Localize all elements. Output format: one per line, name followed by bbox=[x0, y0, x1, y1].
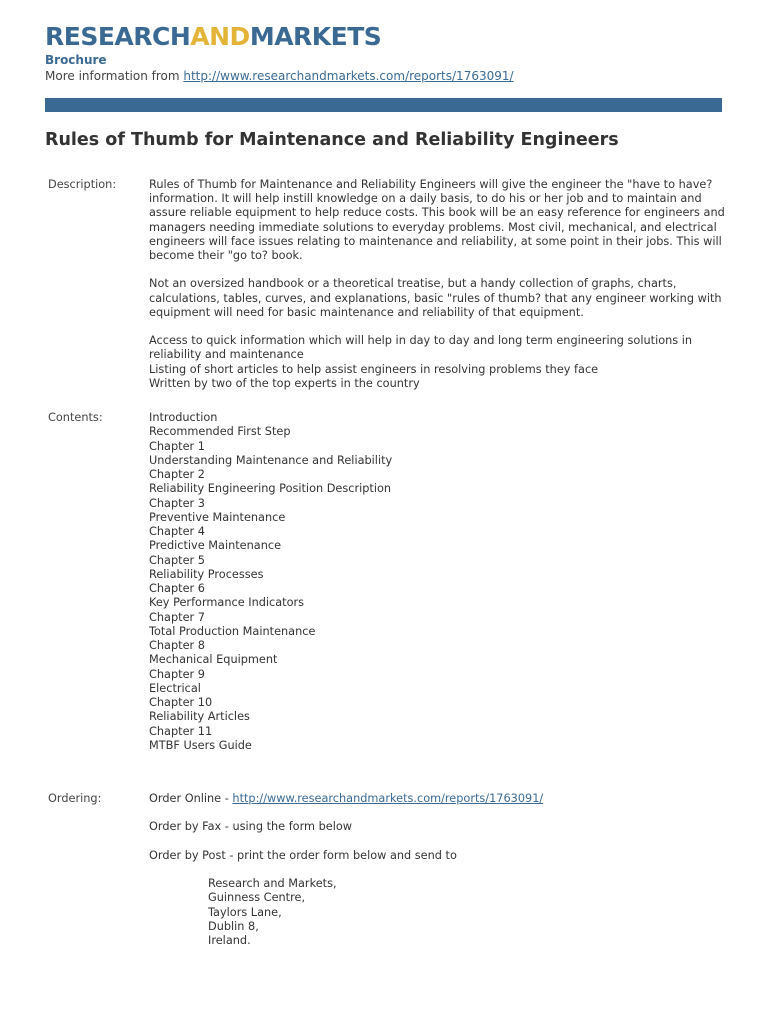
contents-section bbox=[45, 411, 735, 761]
contents-item: Recommended First Step bbox=[149, 425, 291, 439]
more-info-text: More information from bbox=[45, 69, 184, 83]
contents-item: Mechanical Equipment bbox=[149, 653, 278, 667]
contents-item: Understanding Maintenance and Reliability bbox=[149, 453, 393, 467]
header-divider-bar bbox=[45, 98, 722, 112]
order-fax-line: Order by Fax - using the form below bbox=[149, 820, 353, 834]
contents-item: Electrical bbox=[149, 681, 201, 695]
contents-item: Key Performance Indicators bbox=[149, 596, 305, 610]
address-line: Dublin 8, bbox=[208, 919, 259, 933]
logo-and: AND bbox=[190, 22, 250, 51]
contents-item: Reliability Articles bbox=[149, 710, 250, 724]
contents-item: Chapter 7 bbox=[149, 610, 205, 624]
logo-research: RESEARCH bbox=[45, 22, 191, 51]
contents-item: Reliability Engineering Position Description bbox=[149, 482, 392, 496]
order-post-line: Order by Post - print the order form below and send to bbox=[149, 848, 457, 862]
contents-item: Chapter 8 bbox=[149, 639, 205, 652]
contents-item: Chapter 2 bbox=[149, 468, 205, 481]
contents-label: Contents: bbox=[48, 411, 103, 424]
description-body bbox=[149, 178, 729, 391]
contents-item: Reliability Processes bbox=[149, 567, 264, 581]
contents-item: Preventive Maintenance bbox=[149, 510, 286, 524]
brochure-label: Brochure bbox=[45, 53, 107, 67]
report-link[interactable]: http://www.researchandmarkets.com/reports/1763091/ bbox=[183, 69, 514, 83]
address-line: Taylors Lane, bbox=[208, 905, 282, 919]
address-line: Guinness Centre, bbox=[208, 891, 306, 905]
contents-item: Introduction bbox=[149, 411, 218, 424]
order-online-link[interactable]: http://www.researchandmarkets.com/reports/1763091/ bbox=[232, 792, 544, 805]
description-bullet: Written by two of the top experts in the country bbox=[149, 376, 420, 390]
description-paragraph: Not an oversized handbook or a theoretical treatise, but a handy collection of graphs, charts, calculations, tables, curves, and explanations, basic "rules of thumb? that any engineer working with equipment will need for basic maintenance and reliability of that equipment. bbox=[149, 277, 722, 319]
contents-item: Chapter 10 bbox=[149, 696, 213, 709]
order-online-text: Order Online - bbox=[149, 792, 233, 805]
ordering-section bbox=[45, 792, 735, 962]
ordering-label: Ordering: bbox=[48, 792, 102, 805]
contents-list bbox=[149, 411, 729, 753]
description-bullet: Access to quick information which will help in day to day and long term engineering solutions in reliability and maintenance bbox=[149, 334, 693, 362]
address-line: Ireland. bbox=[208, 933, 251, 947]
contents-item: Chapter 1 bbox=[149, 439, 205, 453]
description-paragraph: Rules of Thumb for Maintenance and Reliability Engineers will give the engineer the "have to have? information. It will help instill knowledge on a daily basis, to do his or her job and to maintain and assure reliable equipment to help reduce costs. This book will be an easy reference for engineers and managers needing immediate solutions to everyday problems. Most civil, mechanical, and electrical engineers will face issues relating to maintenance and reliability, at some point in their jobs. This will become their "go to? book. bbox=[149, 178, 725, 263]
description-bullet: Listing of short articles to help assist engineers in resolving problems they face bbox=[149, 362, 599, 376]
contents-item: Total Production Maintenance bbox=[149, 624, 316, 638]
contents-item: Chapter 9 bbox=[149, 667, 205, 681]
researchandmarkets-logo bbox=[45, 22, 381, 52]
ordering-body bbox=[149, 792, 729, 948]
contents-item: Chapter 6 bbox=[149, 582, 205, 595]
contents-item: Chapter 4 bbox=[149, 525, 205, 538]
contents-item: Predictive Maintenance bbox=[149, 539, 282, 553]
contents-item: Chapter 11 bbox=[149, 724, 213, 738]
contents-item: MTBF Users Guide bbox=[149, 738, 252, 752]
address-line: Research and Markets, bbox=[208, 877, 337, 891]
description-label: Description: bbox=[48, 178, 117, 191]
logo-markets: MARKETS bbox=[249, 22, 382, 51]
page-title: Rules of Thumb for Maintenance and Reliability Engineers bbox=[45, 130, 619, 150]
more-info-line bbox=[45, 69, 514, 83]
description-section bbox=[45, 178, 735, 390]
postal-address bbox=[149, 877, 729, 948]
contents-item: Chapter 3 bbox=[149, 496, 205, 510]
order-online-line bbox=[149, 792, 729, 806]
contents-item: Chapter 5 bbox=[149, 553, 205, 567]
